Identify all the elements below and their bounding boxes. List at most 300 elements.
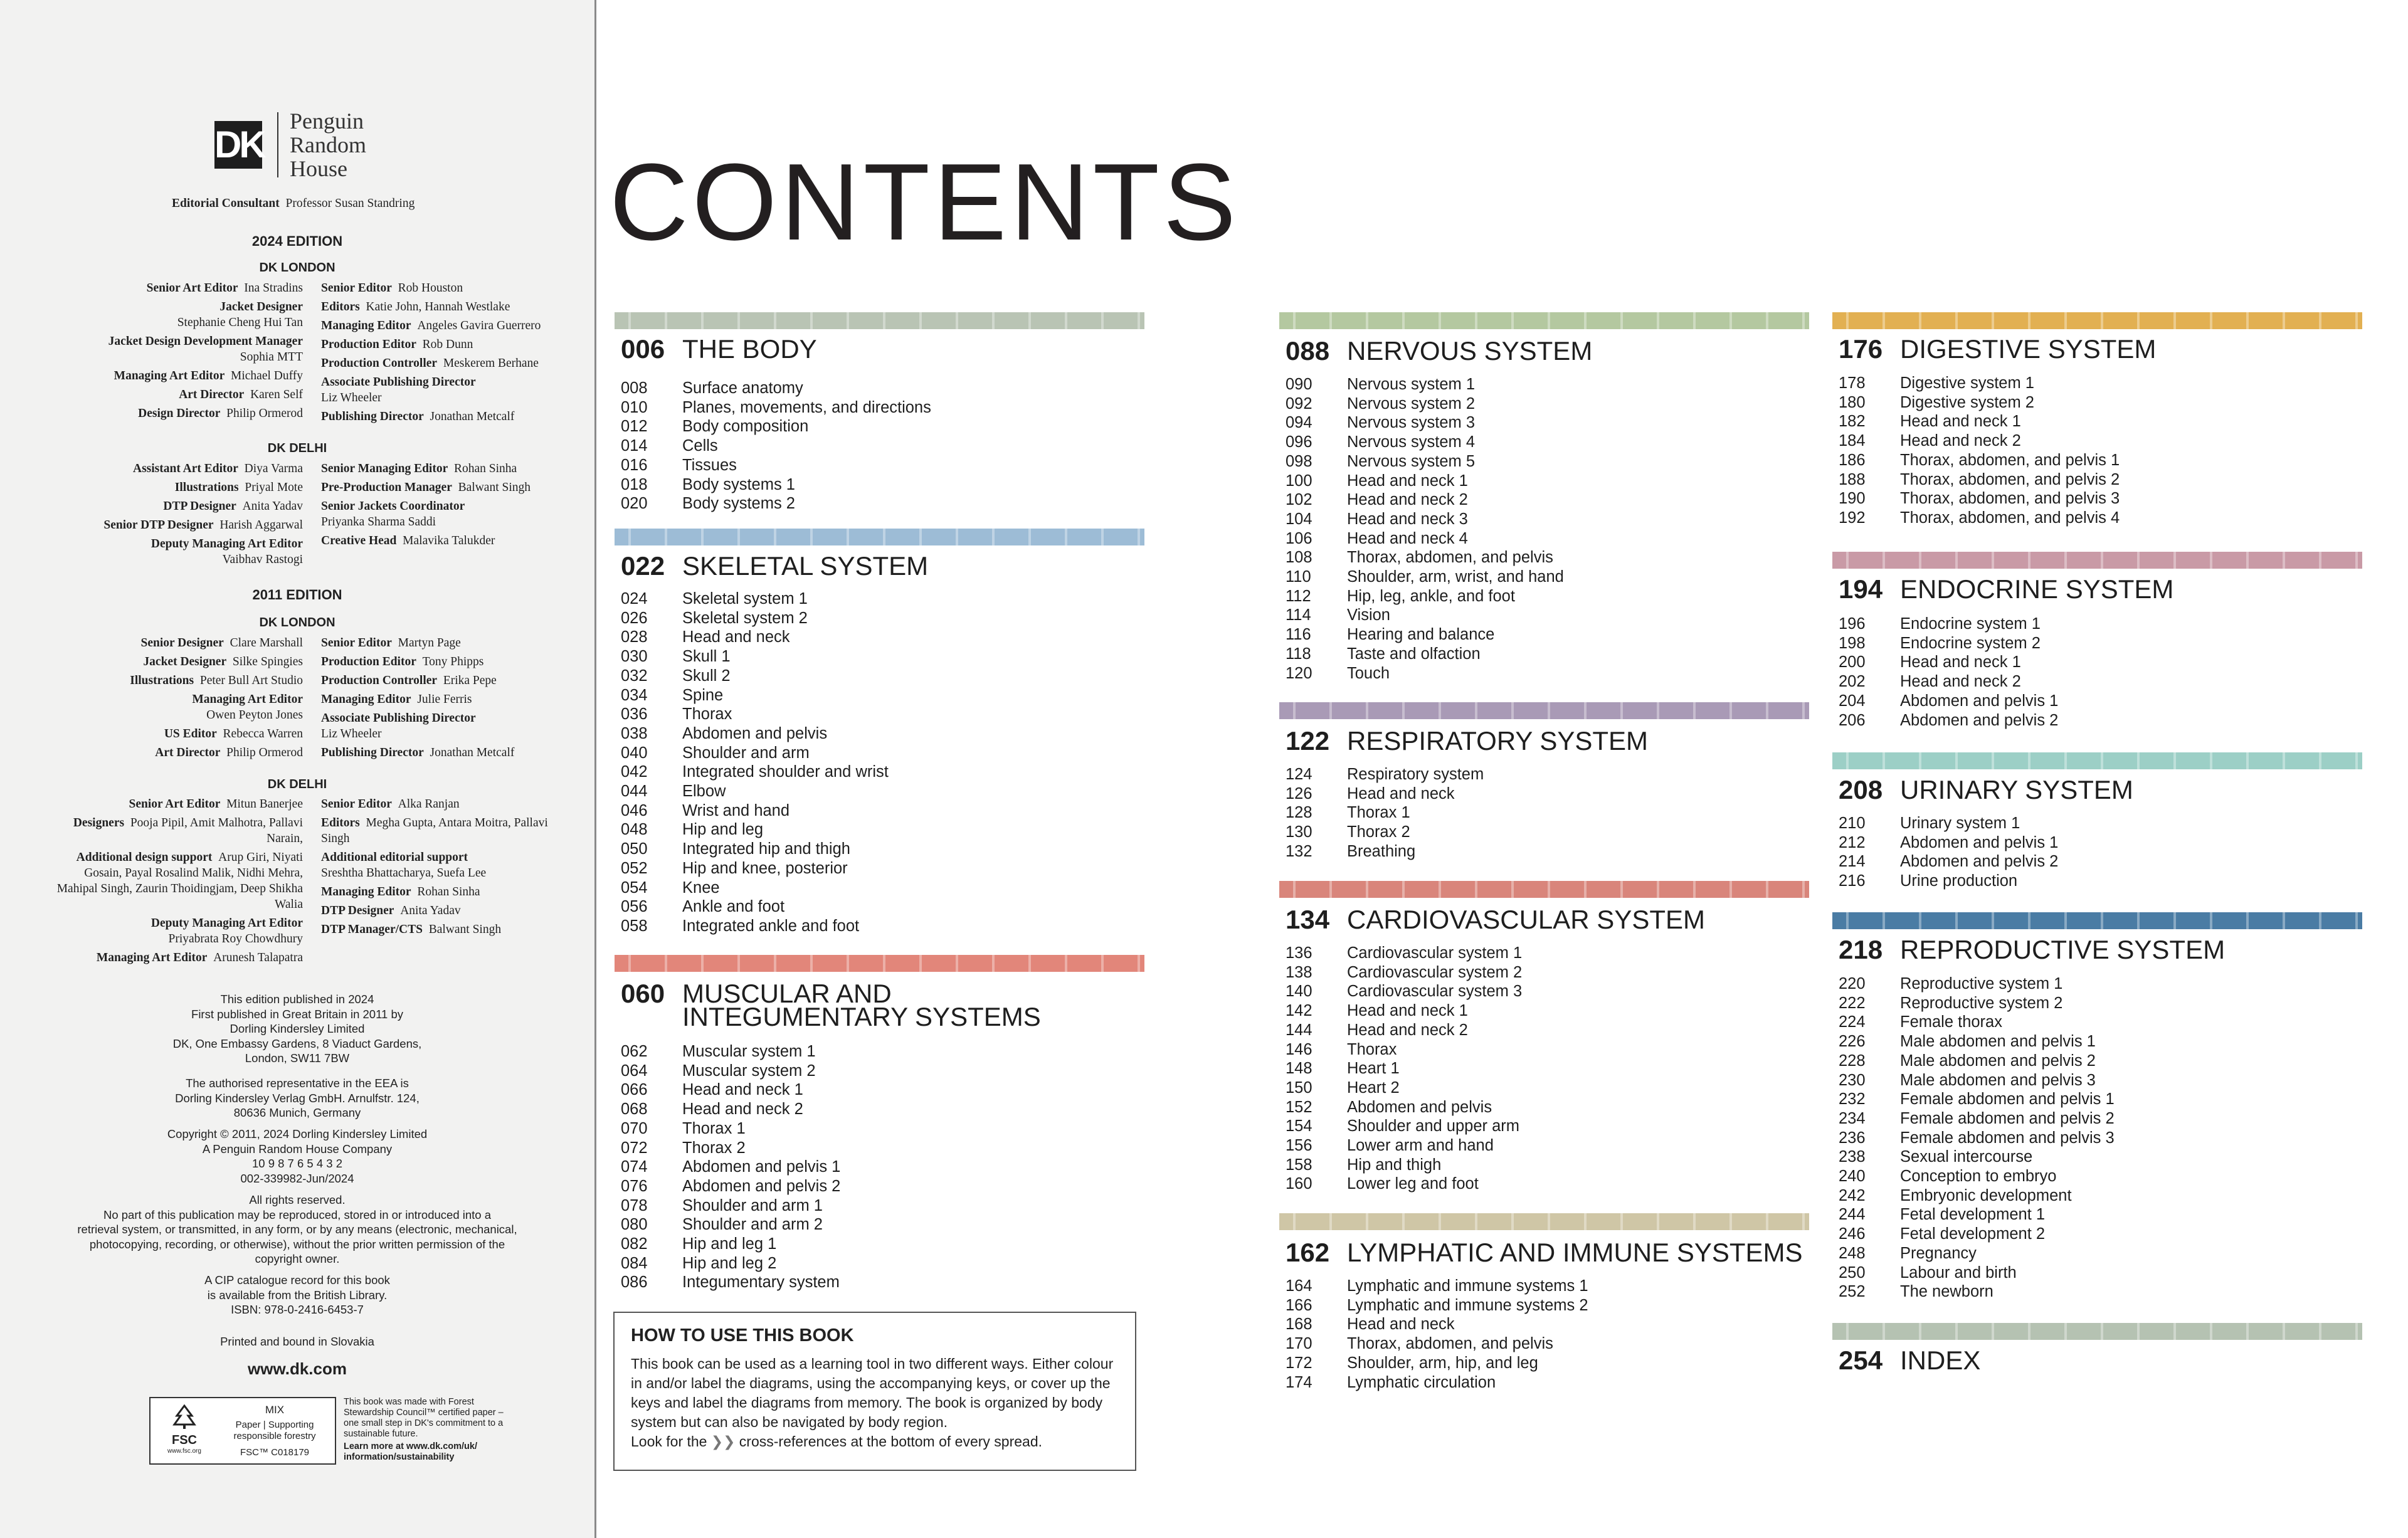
item-label: Shoulder and upper arm: [1347, 1117, 1520, 1135]
contents-item[interactable]: [1286, 1354, 1588, 1373]
item-page-number: 204: [1839, 692, 1866, 710]
contents-item[interactable]: [621, 801, 889, 821]
item-label: Body composition: [682, 418, 809, 436]
contents-item[interactable]: [621, 456, 931, 475]
fsc-mix: MIX Paper | Supporting responsible forestry FSC™ C018179: [233, 1404, 316, 1458]
item-page-number: 140: [1286, 982, 1312, 1001]
contents-item[interactable]: [1839, 1013, 2115, 1032]
item-label: Male abdomen and pelvis 3: [1900, 1071, 2096, 1089]
dk-london-2024-heading: DK LONDON: [259, 261, 335, 275]
item-page-number: 068: [621, 1100, 648, 1119]
section-page-number: 122: [1286, 726, 1330, 756]
copyright-notice: [50, 1127, 544, 1186]
section-page-number: 022: [621, 551, 665, 581]
contents-item[interactable]: [1286, 606, 1564, 625]
section-heading[interactable]: [1286, 907, 1705, 932]
item-label: Thorax, abdomen, and pelvis: [1347, 549, 1553, 567]
item-page-number: 252: [1839, 1283, 1866, 1301]
item-label: Skeletal system 2: [682, 609, 808, 627]
item-label: Body systems 2: [682, 495, 795, 513]
section-title: ENDOCRINE SYSTEM: [1900, 574, 2174, 604]
item-label: Thorax 1: [682, 1119, 746, 1137]
contents-item[interactable]: [1286, 765, 1484, 784]
item-page-number: 212: [1839, 833, 1866, 851]
item-page-number: 234: [1839, 1109, 1866, 1127]
item-page-number: 078: [621, 1196, 648, 1214]
contents-item[interactable]: [621, 609, 889, 628]
section-title: RESPIRATORY SYSTEM: [1347, 726, 1649, 756]
contents-item[interactable]: [1286, 823, 1484, 842]
credit-entry: Senior DTP Designer Harish Aggarwal: [103, 519, 303, 532]
publication-line: This edition published in 2024: [220, 993, 374, 1006]
item-page-number: 082: [621, 1235, 648, 1253]
contents-item[interactable]: [621, 436, 931, 456]
contents-item[interactable]: [621, 398, 931, 418]
contents-item[interactable]: [1839, 1244, 2115, 1263]
item-label: Elbow: [682, 782, 726, 801]
contents-item[interactable]: [621, 820, 889, 840]
contents-item[interactable]: [1839, 974, 2115, 994]
item-page-number: 054: [621, 878, 648, 897]
contents-item[interactable]: [1286, 1277, 1588, 1296]
item-page-number: 170: [1286, 1335, 1312, 1353]
contents-item[interactable]: [1839, 653, 2058, 672]
section-heading[interactable]: [1839, 777, 2133, 803]
contents-item[interactable]: [621, 917, 889, 936]
contents-item[interactable]: [1839, 431, 2120, 451]
contents-item[interactable]: [1839, 833, 2058, 853]
item-label: Embryonic development: [1900, 1186, 2072, 1204]
item-page-number: 196: [1839, 615, 1866, 633]
contents-item[interactable]: [1286, 587, 1564, 606]
contents-item[interactable]: [1286, 490, 1564, 510]
section-page-number: 254: [1839, 1346, 1883, 1375]
fsc-label: [149, 1397, 336, 1465]
contents-item[interactable]: [1839, 1167, 2115, 1186]
contents-item[interactable]: [1839, 1032, 2115, 1051]
item-page-number: 214: [1839, 853, 1866, 871]
item-label: Head and neck: [682, 628, 790, 646]
contents-item[interactable]: [621, 379, 931, 398]
credit-entry: DTP Manager/CTS Balwant Singh: [321, 923, 502, 936]
item-page-number: 072: [621, 1139, 648, 1157]
item-page-number: 008: [621, 379, 648, 397]
section-color-band: [1832, 1323, 2362, 1340]
item-page-number: 094: [1286, 414, 1312, 432]
contents-item[interactable]: [621, 762, 889, 782]
contents-item[interactable]: [1286, 842, 1484, 861]
logo-divider: [277, 112, 278, 177]
item-page-number: 188: [1839, 470, 1866, 488]
contents-item[interactable]: [1286, 1156, 1522, 1175]
contents-item[interactable]: [1286, 944, 1522, 963]
credit-entry: Editors Katie John, Hannah Westlake: [321, 300, 510, 313]
item-label: Skull 2: [682, 666, 731, 685]
credit-entry: Jacket Designer Stephanie Cheng Hui Tan: [177, 300, 303, 329]
credit-entry: Deputy Managing Art Editor Priyabrata Roy Chowdhury: [150, 917, 303, 945]
publication-line: 10 9 8 7 6 5 4 3 2: [251, 1157, 342, 1170]
contents-item[interactable]: [621, 475, 931, 495]
item-label: Nervous system 1: [1347, 376, 1476, 393]
contents-item[interactable]: [1839, 1071, 2115, 1090]
credit-entry: Production Controller Erika Pepe: [321, 674, 497, 687]
item-page-number: 086: [621, 1273, 648, 1292]
contents-item[interactable]: [1286, 963, 1522, 982]
publication-info: [50, 992, 544, 1066]
section-title: THE BODY: [682, 334, 817, 364]
publication-line: Copyright © 2011, 2024 Dorling Kindersley Limited: [167, 1127, 428, 1140]
contents-item[interactable]: [621, 1196, 840, 1216]
section-color-band: [615, 955, 1144, 972]
penguin-random-house-wordmark: Penguin Random House: [290, 108, 366, 181]
contents-item[interactable]: [621, 628, 889, 647]
item-page-number: 020: [621, 495, 648, 513]
section-heading[interactable]: [1839, 1348, 1980, 1373]
item-page-number: 032: [621, 666, 648, 685]
contents-item[interactable]: [621, 1157, 840, 1177]
item-label: Spine: [682, 686, 724, 704]
item-page-number: 024: [621, 590, 648, 608]
contents-item[interactable]: [1286, 625, 1564, 645]
section-page-number: 218: [1839, 935, 1883, 964]
item-label: Shoulder and arm 2: [682, 1216, 823, 1234]
item-page-number: 180: [1839, 393, 1866, 411]
contents-item[interactable]: [1286, 413, 1564, 433]
how-to-use-title: HOW TO USE THIS BOOK: [631, 1325, 854, 1346]
contents-item[interactable]: [1286, 1117, 1522, 1136]
item-label: Endocrine system 2: [1900, 634, 2041, 652]
credits-2024-delhi-right: [321, 461, 584, 552]
item-label: Head and neck 4: [1347, 529, 1468, 547]
contents-item[interactable]: [1839, 994, 2115, 1013]
contents-item[interactable]: [621, 744, 889, 763]
item-page-number: 172: [1286, 1354, 1312, 1372]
contents-item[interactable]: [1839, 1225, 2115, 1244]
credit-entry: Additional editorial support Sreshtha Bhattacharya, Suefa Lee: [321, 851, 487, 880]
contents-item[interactable]: [1286, 645, 1564, 664]
how-to-use-box: [613, 1312, 1136, 1471]
contents-item[interactable]: [1839, 451, 2120, 470]
contents-item[interactable]: [621, 589, 889, 609]
contents-item[interactable]: [1286, 1315, 1588, 1334]
item-page-number: 144: [1286, 1021, 1312, 1039]
item-page-number: 076: [621, 1177, 648, 1195]
item-page-number: 142: [1286, 1002, 1312, 1020]
item-label: Abdomen and pelvis 2: [1900, 711, 2059, 729]
item-page-number: 108: [1286, 549, 1312, 567]
item-page-number: 028: [621, 628, 648, 646]
item-page-number: 136: [1286, 944, 1312, 962]
dk-delhi-2024-heading: DK DELHI: [267, 441, 327, 455]
item-page-number: 240: [1839, 1167, 1866, 1186]
item-page-number: 184: [1839, 432, 1866, 450]
contents-item[interactable]: [1286, 567, 1564, 587]
contents-item[interactable]: [1286, 394, 1564, 414]
contents-item[interactable]: [1839, 1186, 2115, 1206]
contents-item[interactable]: [1839, 814, 2058, 833]
contents-item[interactable]: [621, 1273, 840, 1292]
item-label: Head and neck 1: [1347, 471, 1468, 490]
contents-item[interactable]: [621, 1254, 840, 1273]
contents-item[interactable]: [1286, 1001, 1522, 1021]
item-label: Head and neck 2: [682, 1100, 803, 1119]
credits-2024-london-left: [27, 280, 303, 424]
item-label: Reproductive system 1: [1900, 975, 2063, 993]
contents-item[interactable]: [1839, 412, 2120, 431]
item-label: Female thorax: [1900, 1013, 2002, 1031]
contents-item[interactable]: [621, 705, 889, 724]
contents-item[interactable]: [621, 878, 889, 898]
contents-item[interactable]: [1286, 1021, 1522, 1040]
publication-line: photocopying, recording, or otherwise), without the prior written permission of the: [89, 1237, 505, 1251]
section-heading[interactable]: [1286, 726, 1649, 756]
contents-item[interactable]: [621, 859, 889, 878]
section-item-list: [1839, 614, 2058, 730]
section-item-list: [1839, 374, 2120, 528]
contents-item[interactable]: [621, 1061, 840, 1081]
credit-entry: Publishing Director Jonathan Metcalf: [321, 410, 515, 423]
item-label: Heart 1: [1347, 1060, 1400, 1078]
section-color-band: [1832, 752, 2362, 769]
item-label: Head and neck 1: [1347, 1002, 1468, 1020]
contents-item[interactable]: [1286, 510, 1564, 529]
item-label: Cardiovascular system 1: [1347, 944, 1523, 962]
item-label: Shoulder and arm 1: [682, 1196, 823, 1214]
item-page-number: 210: [1839, 814, 1866, 832]
item-label: Respiratory system: [1347, 766, 1484, 783]
item-page-number: 012: [621, 418, 648, 436]
contents-item[interactable]: [1286, 1296, 1588, 1315]
credit-entry: Managing Art Editor Michael Duffy: [114, 369, 303, 382]
item-label: Male abdomen and pelvis 1: [1900, 1033, 2096, 1051]
contents-item[interactable]: [621, 840, 889, 859]
contents-item[interactable]: [1286, 452, 1564, 471]
item-label: Lower arm and hand: [1347, 1137, 1494, 1155]
contents-item[interactable]: [1286, 664, 1564, 683]
section-heading[interactable]: [1839, 937, 2225, 962]
credit-entry: Associate Publishing Director Liz Wheeler: [321, 376, 476, 404]
contents-item[interactable]: [621, 666, 889, 686]
publisher-logo: [214, 109, 366, 181]
website-link[interactable]: www.dk.com: [248, 1359, 347, 1378]
item-page-number: 044: [621, 782, 648, 801]
item-label: Integrated shoulder and wrist: [682, 763, 889, 781]
item-page-number: 186: [1839, 451, 1866, 469]
item-page-number: 148: [1286, 1060, 1312, 1078]
section-heading[interactable]: [1286, 336, 1593, 366]
contents-item[interactable]: [621, 647, 889, 666]
section-title-line2: INTEGUMENTARY SYSTEMS: [682, 1002, 1041, 1031]
contents-item[interactable]: [1286, 548, 1564, 567]
contents-item[interactable]: [1286, 433, 1564, 452]
eea-representative: [50, 1076, 544, 1120]
contents-item[interactable]: [1839, 1051, 2115, 1071]
contents-item[interactable]: [1839, 1147, 2115, 1167]
item-label: Knee: [682, 878, 720, 897]
item-page-number: 160: [1286, 1175, 1312, 1193]
contents-item[interactable]: [1839, 872, 2058, 891]
item-page-number: 064: [621, 1061, 648, 1080]
section-heading[interactable]: [1839, 334, 2157, 364]
contents-item[interactable]: [621, 1100, 840, 1119]
item-page-number: 200: [1839, 653, 1866, 672]
contents-item[interactable]: [1839, 1263, 2115, 1283]
item-label: Skull 1: [682, 648, 731, 666]
contents-item[interactable]: [1839, 393, 2120, 413]
item-label: Abdomen and pelvis 2: [1900, 853, 2059, 871]
contents-item[interactable]: [1286, 803, 1484, 823]
item-label: Male abdomen and pelvis 2: [1900, 1051, 2096, 1070]
contents-item[interactable]: [1839, 692, 2058, 711]
item-label: Conception to embryo: [1900, 1167, 2057, 1186]
item-label: Thorax 2: [1347, 823, 1410, 841]
contents-item[interactable]: [621, 686, 889, 705]
item-label: Urinary system 1: [1900, 814, 2020, 832]
item-page-number: 110: [1286, 568, 1311, 586]
item-page-number: 092: [1286, 394, 1312, 413]
contents-item[interactable]: [621, 782, 889, 801]
contents-item[interactable]: [1286, 1040, 1522, 1060]
contents-item[interactable]: [1286, 1136, 1522, 1156]
section-heading[interactable]: [1839, 574, 2174, 604]
contents-item[interactable]: [1286, 1174, 1522, 1194]
item-label: Thorax, abdomen, and pelvis 3: [1900, 490, 2120, 508]
item-page-number: 168: [1286, 1315, 1312, 1334]
item-page-number: 158: [1286, 1156, 1312, 1174]
item-page-number: 246: [1839, 1225, 1866, 1243]
item-label: Hearing and balance: [1347, 626, 1495, 644]
contents-item[interactable]: [1839, 711, 2058, 730]
contents-item[interactable]: [1286, 982, 1522, 1001]
item-label: Fetal development 1: [1900, 1206, 2046, 1224]
section-title: NERVOUS SYSTEM: [1347, 336, 1593, 366]
contents-item[interactable]: [1286, 1098, 1522, 1117]
item-page-number: 120: [1286, 664, 1312, 682]
fsc-tree-icon: FSC www.fsc.org: [159, 1404, 209, 1455]
credit-entry: Managing Art Editor Owen Peyton Jones: [192, 693, 303, 722]
item-label: Labour and birth: [1900, 1263, 2017, 1282]
item-page-number: 040: [621, 744, 648, 762]
item-label: Hip and thigh: [1347, 1156, 1442, 1174]
contents-item[interactable]: [621, 897, 889, 917]
item-label: Integrated ankle and foot: [682, 917, 860, 935]
section-heading[interactable]: [1286, 1240, 1803, 1265]
credit-entry: US Editor Rebecca Warren: [164, 727, 303, 740]
section-heading[interactable]: [621, 551, 929, 581]
item-page-number: 070: [621, 1119, 648, 1137]
dk-delhi-2011-heading: DK DELHI: [267, 777, 327, 791]
item-page-number: 190: [1839, 490, 1866, 508]
contents-item[interactable]: [1839, 1109, 2115, 1129]
item-label: Nervous system 2: [1347, 394, 1476, 413]
contents-item[interactable]: [1839, 1129, 2115, 1148]
contents-item[interactable]: [1839, 374, 2120, 393]
item-page-number: 192: [1839, 508, 1866, 527]
contents-item[interactable]: [1286, 1078, 1522, 1098]
item-label: Shoulder and arm: [682, 744, 810, 762]
item-page-number: 154: [1286, 1117, 1312, 1135]
item-label: Digestive system 1: [1900, 374, 2034, 392]
publication-line: No part of this publication may be reproduced, stored in or introduced into a: [103, 1208, 492, 1221]
item-label: Nervous system 3: [1347, 414, 1476, 432]
contents-item[interactable]: [1839, 1205, 2115, 1225]
contents-item[interactable]: [621, 1042, 840, 1061]
section-color-band: [615, 312, 1144, 329]
item-page-number: 130: [1286, 823, 1312, 841]
item-page-number: 228: [1839, 1051, 1866, 1070]
publication-line: Dorling Kindersley Verlag GmbH. Arnulfstr. 124,: [175, 1091, 420, 1105]
contents-item[interactable]: [621, 1139, 840, 1158]
contents-item[interactable]: [1839, 470, 2120, 490]
credit-entry: Production Controller Meskerem Berhane: [321, 357, 539, 370]
contents-item[interactable]: [621, 1080, 840, 1100]
contents-item[interactable]: [621, 1235, 840, 1254]
contents-item[interactable]: [1286, 1334, 1588, 1354]
contents-item[interactable]: [621, 494, 931, 514]
credit-entry: Managing Editor Angeles Gavira Guerrero: [321, 319, 541, 332]
contents-item[interactable]: [1839, 852, 2058, 872]
credit-entry: Pre-Production Manager Balwant Singh: [321, 481, 531, 494]
contents-item[interactable]: [1839, 1090, 2115, 1109]
contents-item[interactable]: [1286, 529, 1564, 549]
contents-item[interactable]: [1286, 375, 1564, 394]
item-label: Female abdomen and pelvis 3: [1900, 1129, 2115, 1147]
contents-item[interactable]: [1839, 1282, 2115, 1302]
item-page-number: 156: [1286, 1137, 1312, 1155]
dk-london-2011-heading: DK LONDON: [259, 616, 335, 629]
credit-entry: Creative Head Malavika Talukder: [321, 534, 495, 547]
sustainability-note: This book was made with Forest Stewardship Council™ certified paper – one small step in DK's commitment to a sustainable future. Learn more at www.dk.com/uk/ information/sustainability: [344, 1397, 504, 1462]
contents-item[interactable]: [1839, 614, 2058, 634]
contents-item[interactable]: [1839, 672, 2058, 692]
item-page-number: 010: [621, 398, 648, 416]
section-page-number: 006: [621, 334, 665, 364]
section-heading[interactable]: [621, 334, 817, 364]
contents-item[interactable]: [1286, 1059, 1522, 1078]
item-label: Lymphatic circulation: [1347, 1373, 1496, 1391]
contents-item[interactable]: [1286, 471, 1564, 491]
item-label: Surface anatomy: [682, 379, 803, 397]
section-color-band: [1279, 1213, 1809, 1230]
item-page-number: 106: [1286, 529, 1312, 547]
item-label: Muscular system 2: [682, 1061, 816, 1080]
contents-item[interactable]: [1839, 489, 2120, 508]
contents-item[interactable]: [1286, 1373, 1588, 1393]
item-page-number: 128: [1286, 804, 1312, 822]
item-page-number: 116: [1286, 626, 1311, 644]
publication-line: First published in Great Britain in 2011 by: [191, 1007, 403, 1021]
section-color-band: [615, 529, 1144, 545]
contents-item[interactable]: [621, 1119, 840, 1139]
section-title: MUSCULAR AND: [682, 979, 892, 1008]
contents-item[interactable]: [621, 1177, 840, 1196]
page-gutter: [594, 0, 596, 1538]
contents-item[interactable]: [1286, 784, 1484, 804]
credit-entry: Senior Editor Alka Ranjan: [321, 798, 460, 811]
credit-entry: Senior Art Editor Ina Stradins: [146, 282, 303, 295]
credits-2011-london-left: [27, 635, 303, 764]
contents-item[interactable]: [621, 1215, 840, 1235]
contents-item[interactable]: [621, 724, 889, 744]
item-label: Nervous system 5: [1347, 452, 1476, 470]
credit-entry: Additional design support Arup Giri, Niyati Gosain, Payal Rosalind Malik, Nidhi Mehra, Mahipal Singh, Zaurin Thoidingjam, Deep Shikha Walia: [56, 851, 303, 911]
contents-item[interactable]: [1839, 508, 2120, 528]
contents-item[interactable]: [1839, 634, 2058, 653]
item-label: Thorax, abdomen, and pelvis 1: [1900, 451, 2120, 469]
item-label: Touch: [1347, 664, 1390, 682]
item-label: Tissues: [682, 456, 737, 474]
contents-item[interactable]: [621, 417, 931, 436]
